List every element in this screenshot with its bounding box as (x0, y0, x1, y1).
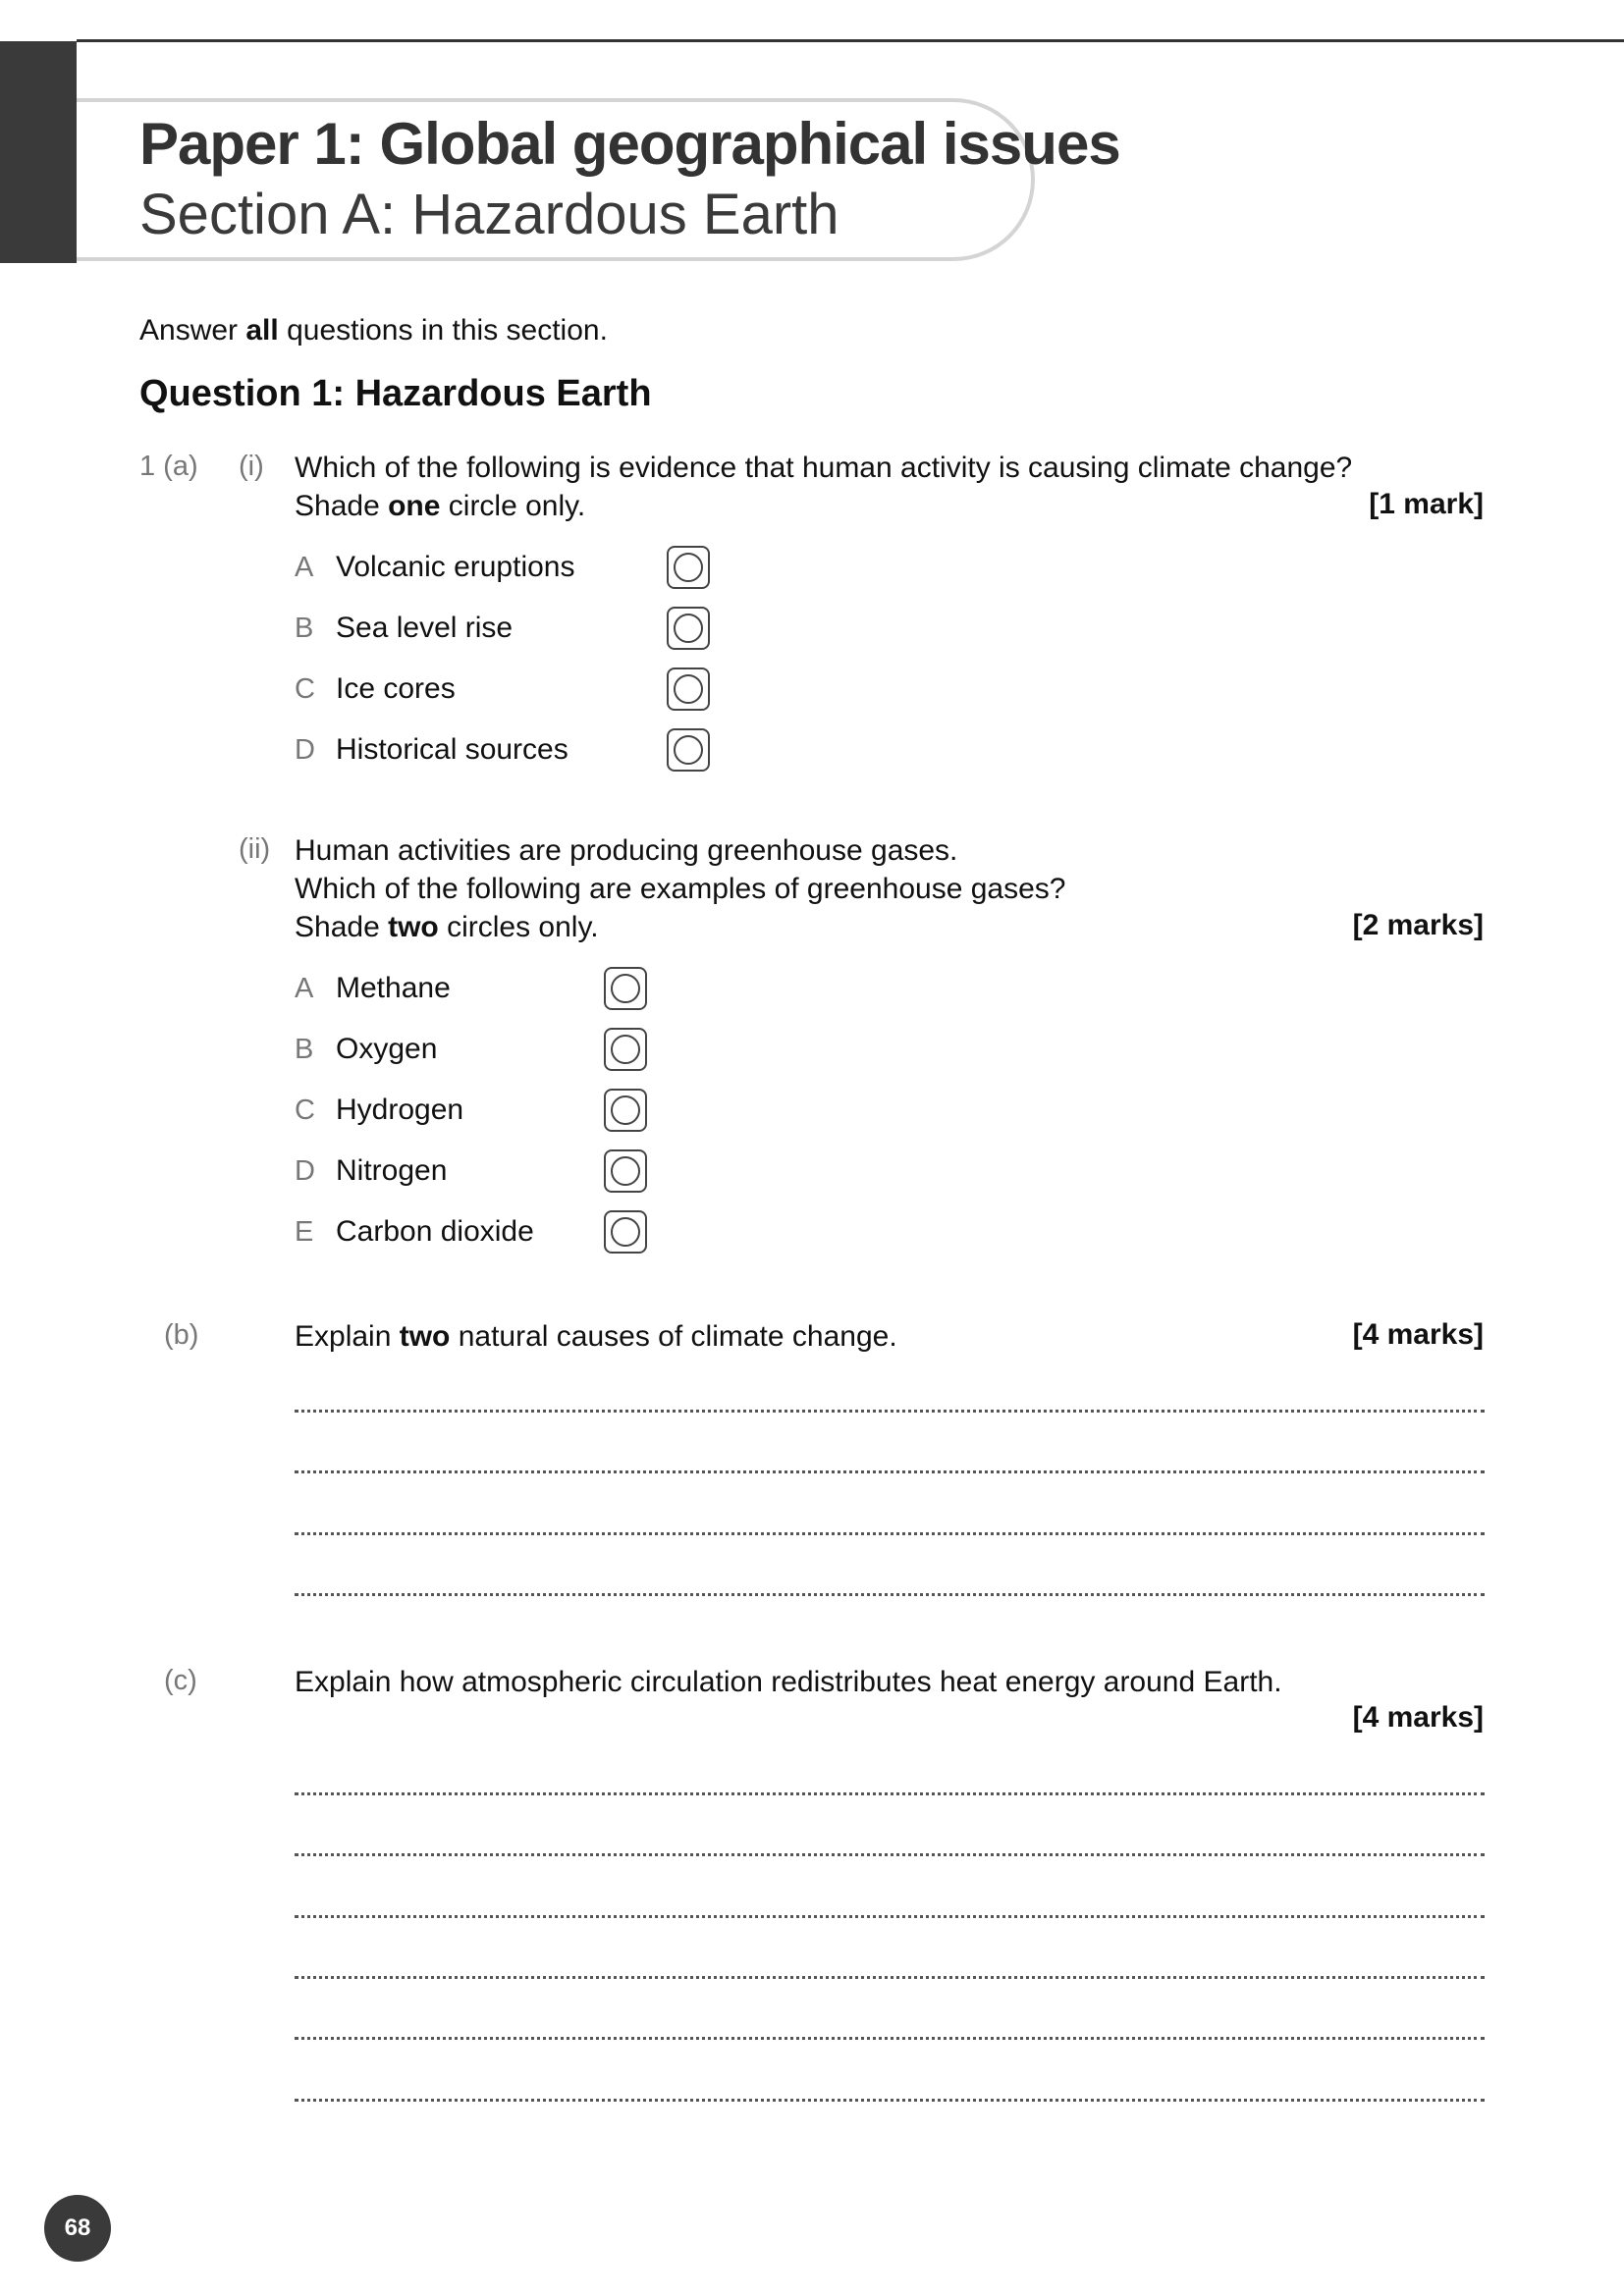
answer-checkbox[interactable] (667, 607, 710, 650)
option-letter: D (295, 1155, 315, 1187)
circle-icon (611, 1217, 640, 1247)
circle-icon (674, 674, 703, 704)
circle-icon (674, 614, 703, 643)
answer-checkbox[interactable] (604, 967, 647, 1010)
answer-line[interactable] (295, 1470, 1485, 1473)
answer-checkbox[interactable] (604, 1210, 647, 1254)
option-text: Methane (336, 972, 451, 1004)
answer-checkbox[interactable] (667, 728, 710, 772)
option-letter: C (295, 673, 315, 705)
option-text: Historical sources (336, 733, 568, 766)
answer-checkbox[interactable] (667, 546, 710, 589)
answer-line[interactable] (295, 2099, 1485, 2102)
option-letter: E (295, 1216, 314, 1248)
paper-title: Paper 1: Global geographical issues (139, 111, 1120, 177)
option-text: Carbon dioxide (336, 1215, 534, 1248)
circle-icon (611, 1156, 640, 1186)
part-i-instruction: Shade one circle only. (295, 490, 586, 522)
top-rule (77, 39, 1624, 42)
part-ii-line1: Human activities are producing greenhouse gases. (295, 834, 958, 867)
option-text: Hydrogen (336, 1094, 464, 1126)
answer-line[interactable] (295, 2037, 1485, 2040)
part-c-question: Explain how atmospheric circulation redistributes heat energy around Earth. (295, 1666, 1282, 1698)
option-letter: B (295, 1034, 314, 1065)
answer-checkbox[interactable] (604, 1149, 647, 1193)
option-text: Nitrogen (336, 1154, 448, 1187)
circle-icon (674, 735, 703, 765)
option-text: Volcanic eruptions (336, 551, 575, 583)
part-ii-marks: [2 marks] (1352, 909, 1484, 941)
part-ii-label: (ii) (239, 833, 271, 865)
part-i-marks: [1 mark] (1369, 488, 1484, 520)
option-text: Ice cores (336, 672, 456, 705)
answer-checkbox[interactable] (604, 1089, 647, 1132)
option-letter: A (295, 552, 314, 583)
part-ii-instruction: Shade two circles only. (295, 911, 599, 943)
question-number: 1 (a) (139, 451, 198, 482)
part-c-marks: [4 marks] (1352, 1701, 1484, 1734)
answer-line[interactable] (295, 1593, 1485, 1596)
question-heading: Question 1: Hazardous Earth (139, 373, 652, 414)
header-side-bar (0, 41, 77, 263)
part-b-label: (b) (164, 1319, 199, 1351)
page-number: 68 (44, 2195, 111, 2262)
option-text: Sea level rise (336, 612, 514, 644)
section-subtitle: Section A: Hazardous Earth (139, 183, 839, 246)
option-letter: A (295, 973, 314, 1004)
part-c-label: (c) (164, 1665, 197, 1696)
part-b-marks: [4 marks] (1352, 1318, 1484, 1351)
answer-line[interactable] (295, 1976, 1485, 1979)
answer-checkbox[interactable] (604, 1028, 647, 1071)
option-letter: D (295, 734, 315, 766)
answer-line[interactable] (295, 1410, 1485, 1413)
part-b-question: Explain two natural causes of climate change. (295, 1320, 897, 1353)
circle-icon (674, 553, 703, 582)
answer-line[interactable] (295, 1792, 1485, 1795)
circle-icon (611, 974, 640, 1003)
circle-icon (611, 1035, 640, 1064)
option-text: Oxygen (336, 1033, 438, 1065)
option-letter: B (295, 613, 314, 644)
answer-line[interactable] (295, 1853, 1485, 1856)
answer-checkbox[interactable] (667, 667, 710, 711)
part-i-label: (i) (239, 451, 264, 482)
option-letter: C (295, 1095, 315, 1126)
answer-line[interactable] (295, 1532, 1485, 1535)
part-i-question: Which of the following is evidence that human activity is causing climate change? (295, 452, 1353, 484)
answer-line[interactable] (295, 1915, 1485, 1918)
part-ii-line2: Which of the following are examples of greenhouse gases? (295, 873, 1066, 905)
instruction: Answer all questions in this section. (139, 314, 608, 347)
circle-icon (611, 1095, 640, 1125)
